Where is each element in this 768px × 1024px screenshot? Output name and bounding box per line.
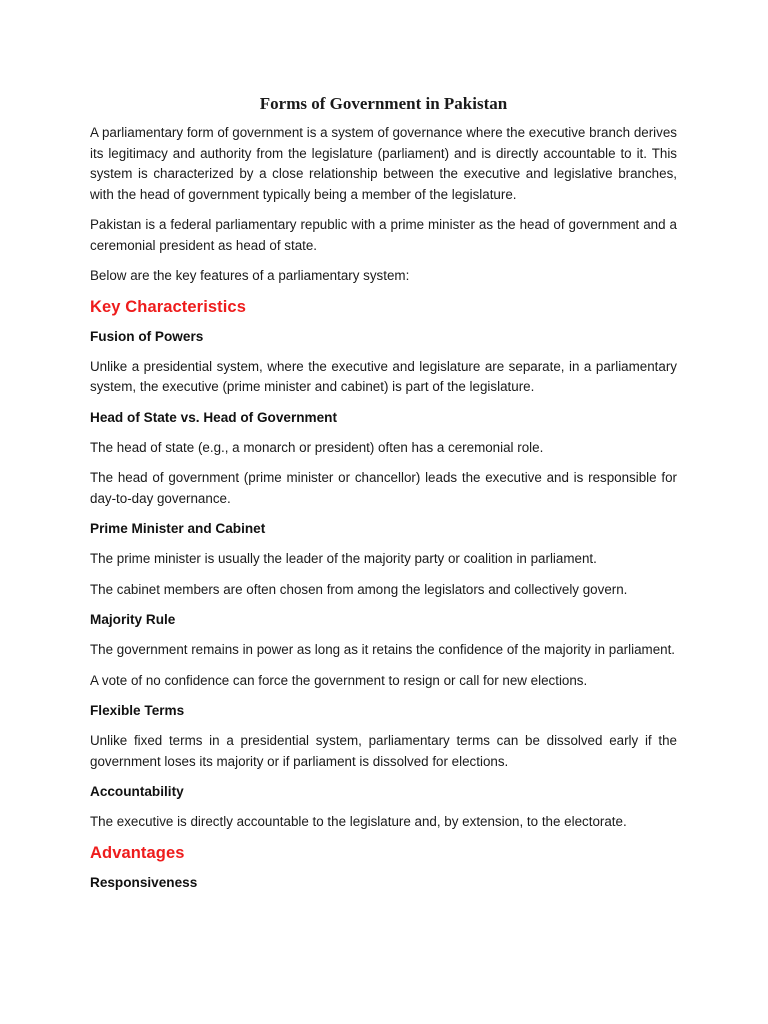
subheading-flexible-terms: Flexible Terms (90, 703, 185, 718)
section-heading-key-characteristics: Key Characteristics (90, 297, 246, 316)
body-paragraph: Unlike a presidential system, where the executive and legislature are separate, in a parliamentary system, the executive (prime minister and cabinet) is part of the legislature. (90, 358, 677, 394)
body-paragraph: The head of state (e.g., a monarch or president) often has a ceremonial role. (90, 439, 544, 455)
body-paragraph: A vote of no confidence can force the government to resign or call for new elections. (90, 672, 588, 688)
intro-paragraph: A parliamentary form of government is a system of governance where the executive branch derives its legitimacy and authority from the legislature (parliament) and is directly accountable to it. This system is characterized by a close relationship between the executive and legislative branches, with the head of government typically being a member of the legislature. (90, 125, 677, 202)
body-paragraph: The executive is directly accountable to the legislature and, by extension, to the electorate. (90, 814, 627, 829)
subheading-fusion-of-powers: Fusion of Powers (90, 328, 204, 344)
subheading-head-of-state: Head of State vs. Head of Government (90, 409, 338, 425)
body-paragraph: The government remains in power as long as it retains the confidence of the majority in parliament. (90, 642, 676, 657)
body-paragraph: The head of government (prime minister or chancellor) leads the executive and is responsible for day-to-day governance. (90, 470, 677, 506)
subheading-prime-minister-cabinet: Prime Minister and Cabinet (90, 521, 266, 536)
subheading-accountability: Accountability (90, 784, 184, 799)
section-heading-advantages: Advantages (90, 843, 185, 862)
subheading-majority-rule: Majority Rule (90, 612, 176, 627)
body-paragraph: The prime minister is usually the leader of the majority party or coalition in parliament. (90, 551, 597, 566)
document-content (90, 94, 677, 903)
subheading-responsiveness: Responsiveness (90, 874, 198, 890)
body-paragraph: The cabinet members are often chosen from among the legislators and collectively govern. (90, 581, 628, 597)
intro-paragraph: Pakistan is a federal parliamentary republic with a prime minister as the head of government and a ceremonial president as head of state. (90, 217, 677, 253)
intro-paragraph: Below are the key features of a parliamentary system: (90, 268, 410, 283)
body-paragraph: Unlike fixed terms in a presidential system, parliamentary terms can be dissolved early if the government loses its majority or if parliament is dissolved for elections. (90, 733, 677, 769)
document-title: Forms of Government in Pakistan (259, 94, 508, 113)
